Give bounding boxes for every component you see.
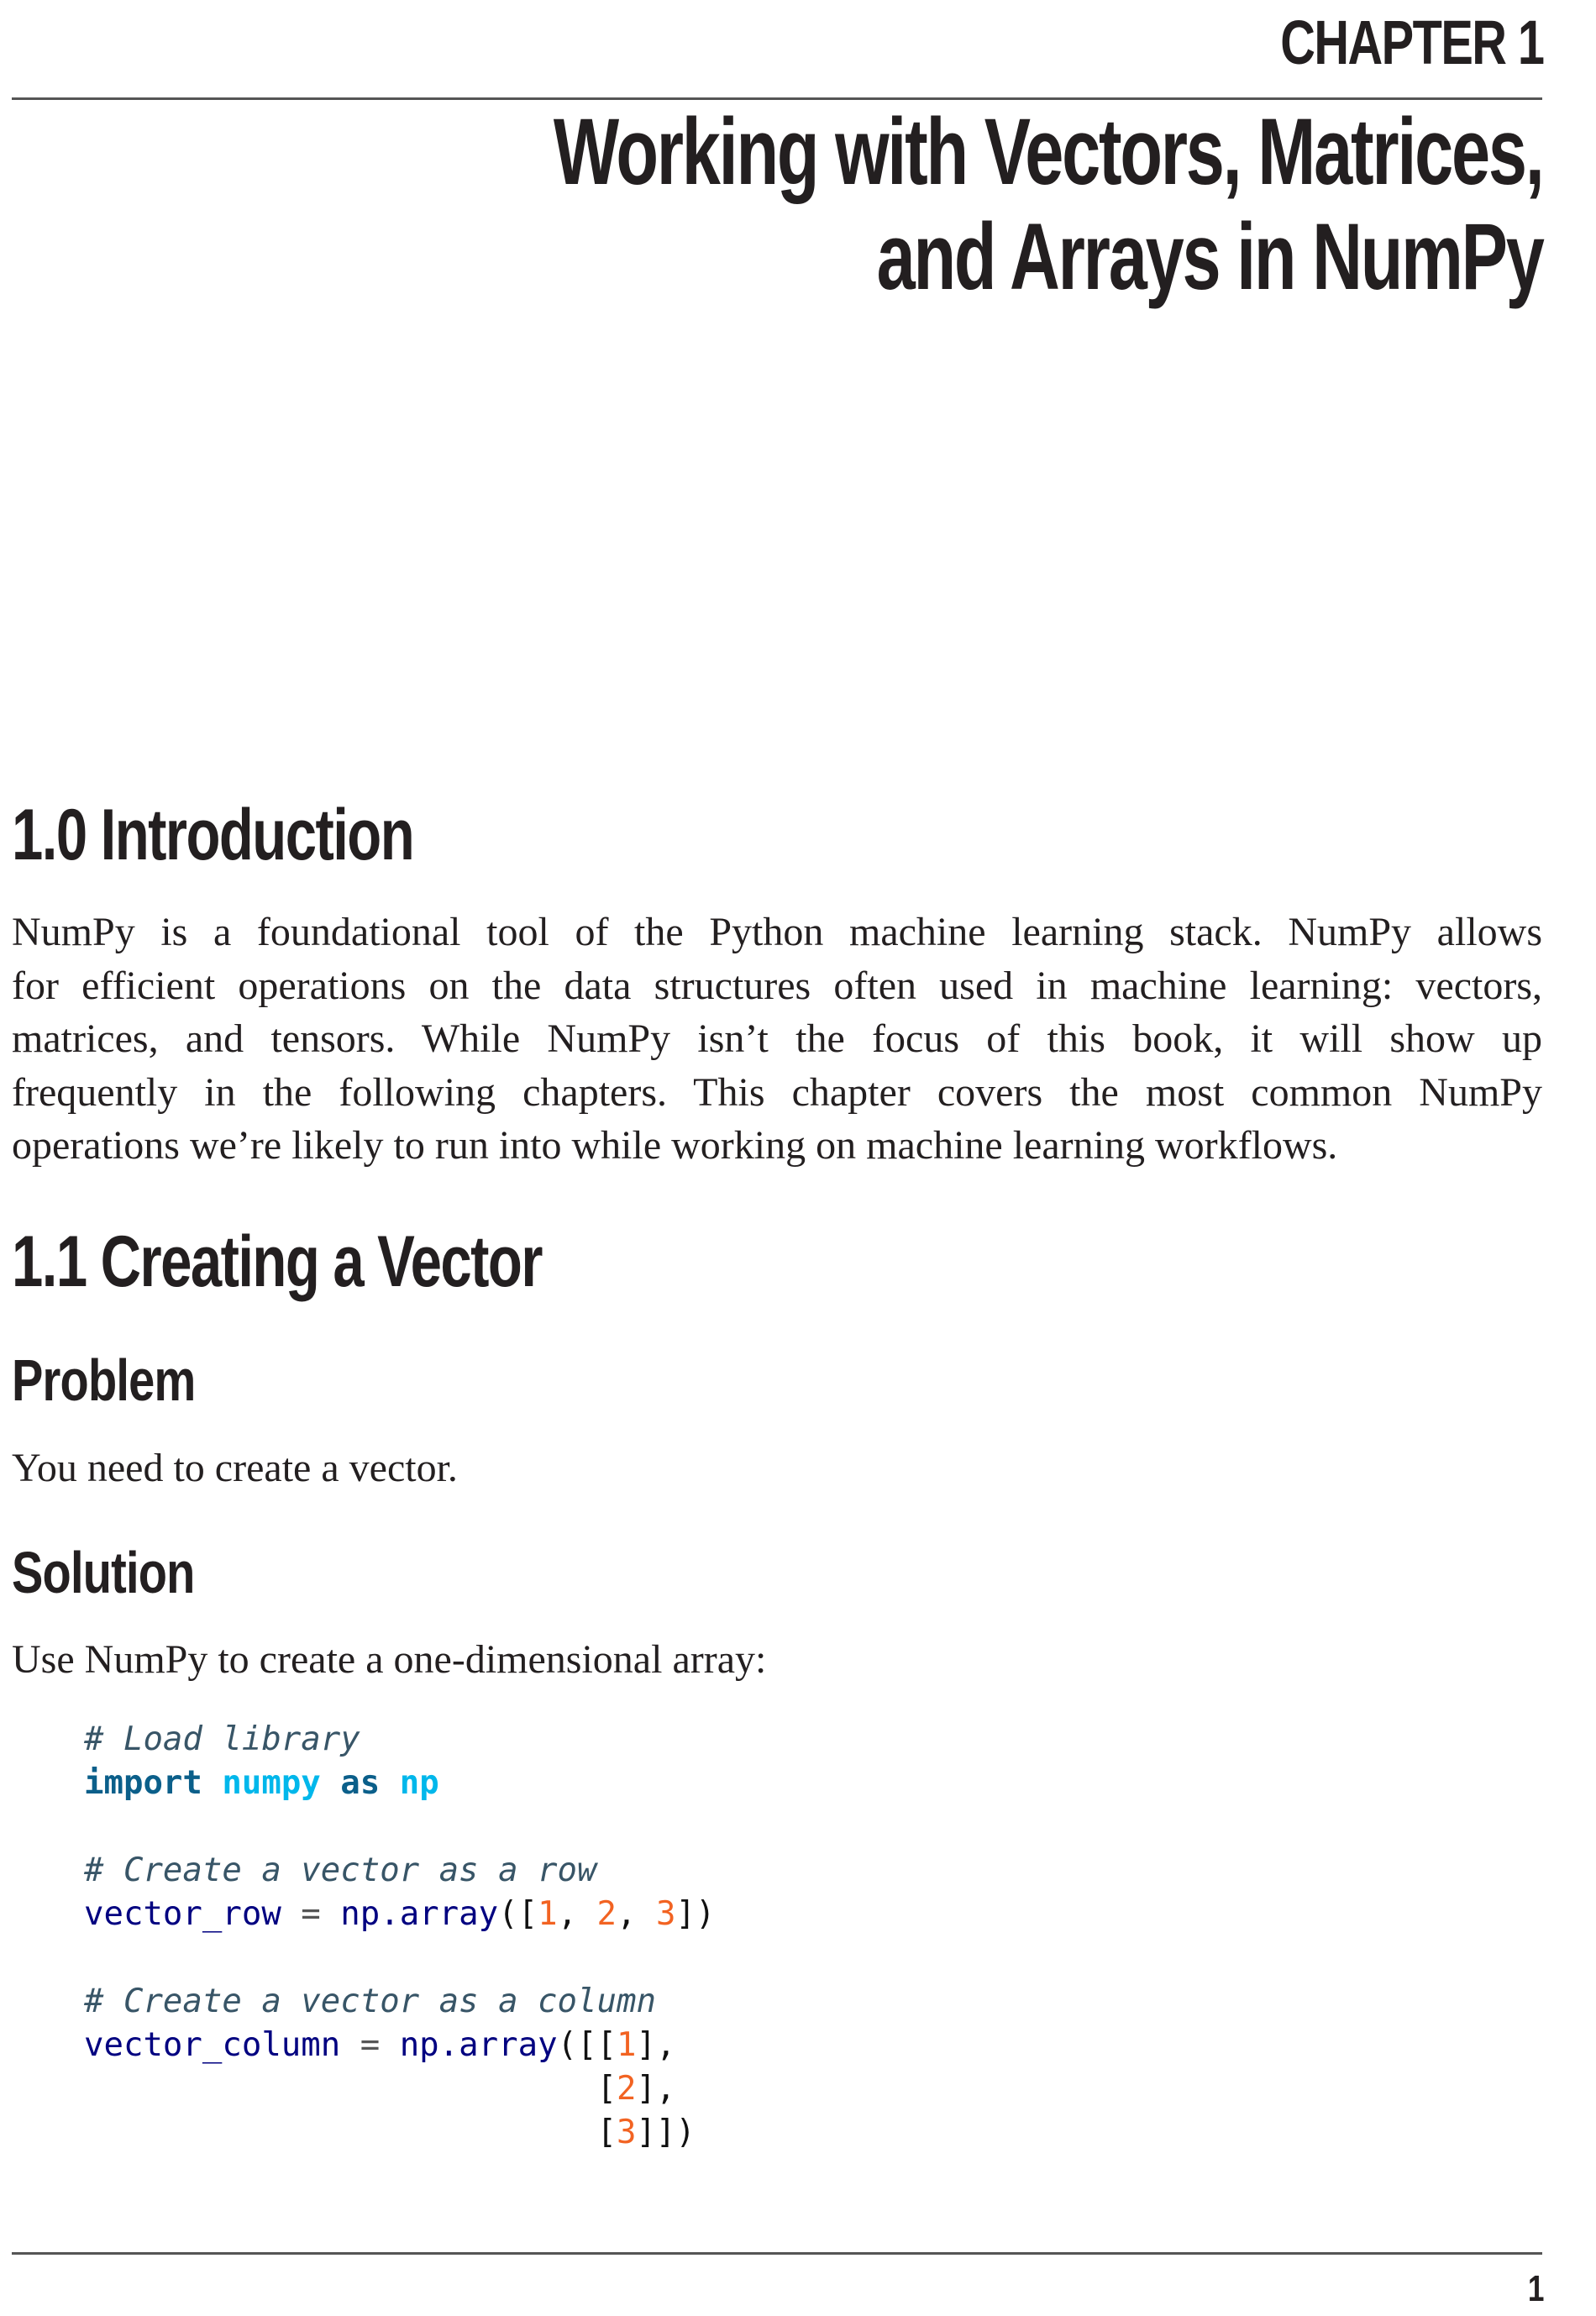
intro-line: frequently in the following chapters. This chapter covers the most common NumPy <box>12 1069 1542 1115</box>
code-number: 3 <box>655 1895 676 1933</box>
code-number: 2 <box>596 1895 617 1933</box>
code-number: 1 <box>617 2026 637 2064</box>
section-heading-creating-vector: 1.1 Creating a Vector <box>12 1221 542 1302</box>
page-number: 1 <box>1527 2268 1544 2309</box>
code-call: np.array <box>399 2026 558 2064</box>
code-line <box>84 1849 715 1893</box>
footer-rule <box>12 2252 1542 2255</box>
code-call: np.array <box>340 1895 499 1933</box>
code-comment: # Create a vector as a row <box>84 1851 597 1889</box>
code-block <box>84 1718 715 2155</box>
code-keyword: as <box>340 1764 381 1802</box>
code-comment: # Load library <box>84 1720 360 1758</box>
code-line: [3]]) <box>596 2114 696 2151</box>
code-variable: vector_row <box>84 1895 281 1933</box>
code-line: vector_row = np.array([1, 2, 3]) <box>84 1895 716 1933</box>
code-line: [2], <box>596 2070 676 2108</box>
code-line: vector_column = np.array([[1], <box>84 2026 676 2064</box>
code-number: 2 <box>616 2070 637 2108</box>
code-line <box>84 1980 715 2024</box>
intro-line: matrices, and tensors. While NumPy isn’t the focus of this book, it will show up <box>12 1016 1542 1061</box>
intro-paragraph <box>12 906 1542 1173</box>
chapter-label: CHAPTER 1 <box>1279 8 1543 77</box>
code-operator: = <box>301 1895 321 1933</box>
code-line <box>84 1762 715 1805</box>
intro-line: NumPy is a foundational tool of the Python machine learning stack. NumPy allows <box>12 910 1542 954</box>
section-heading-introduction: 1.0 Introduction <box>12 795 414 875</box>
chapter-title <box>554 99 1543 309</box>
code-number: 1 <box>538 1895 558 1933</box>
solution-text: Use NumPy to create a one-dimensional array: <box>12 1637 767 1682</box>
code-module: numpy <box>222 1764 321 1802</box>
problem-text: You need to create a vector. <box>12 1446 458 1490</box>
problem-heading: Problem <box>12 1347 196 1413</box>
chapter-title-line-1: Working with Vectors, Matrices, <box>554 99 1543 204</box>
code-comment: # Create a vector as a column <box>84 1983 656 2020</box>
chapter-title-line-2: and Arrays in NumPy <box>876 204 1543 309</box>
solution-heading: Solution <box>12 1540 195 1605</box>
intro-line: for efficient operations on the data structures often used in machine learning: vectors, <box>12 963 1542 1008</box>
code-number: 3 <box>616 2114 637 2151</box>
code-operator: = <box>360 2026 381 2064</box>
code-alias: np <box>399 1764 439 1802</box>
code-keyword: import <box>84 1764 202 1802</box>
code-line <box>84 1718 715 1762</box>
intro-line: operations we’re likely to run into while working on machine learning workflows. <box>12 1123 1338 1168</box>
code-variable: vector_column <box>84 2026 341 2064</box>
